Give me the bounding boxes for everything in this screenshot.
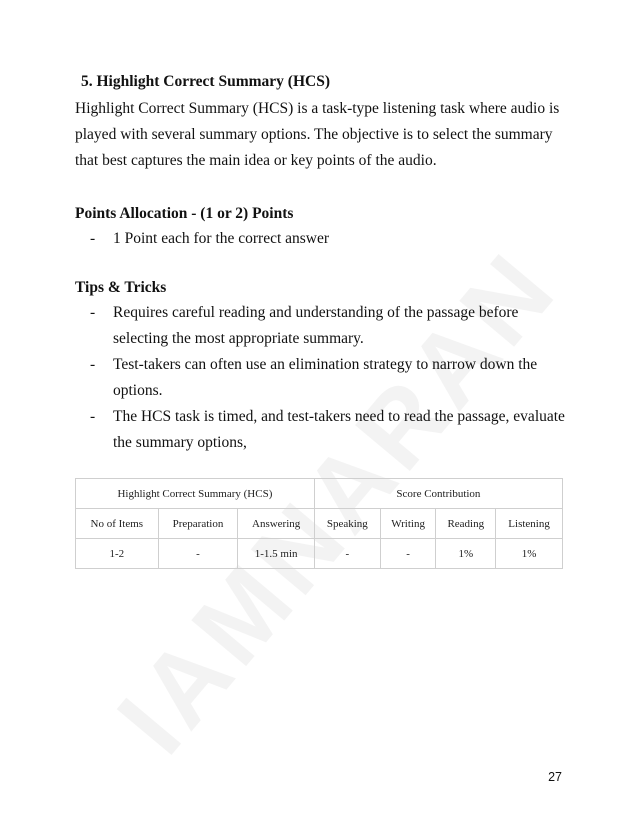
group-header-task: Highlight Correct Summary (HCS) [76, 479, 315, 509]
table-cell: - [314, 539, 380, 569]
table-row [76, 539, 563, 569]
column-header: Answering [238, 509, 314, 539]
tip-text: Requires careful reading and understanding of the passage before selecting the most appropriate summary. [113, 304, 519, 347]
tips-heading: Tips & Tricks [75, 279, 167, 296]
column-header: No of Items [76, 509, 159, 539]
column-header: Writing [380, 509, 436, 539]
table-cell: - [380, 539, 436, 569]
table-cell: 1% [436, 539, 496, 569]
table-cell: 1-2 [76, 539, 159, 569]
column-header: Preparation [158, 509, 238, 539]
points-list [75, 226, 565, 252]
hcs-table [75, 478, 563, 569]
bullet-mark: - [90, 304, 96, 321]
points-item-text: 1 Point each for the correct answer [113, 230, 330, 247]
group-header-score: Score Contribution [314, 479, 562, 509]
section-description: Highlight Correct Summary (HCS) is a task-type listening task where audio is played with several summary options. The objective is to select the summary that best captures the main idea or key points of the audio. [75, 100, 560, 169]
section-title: 5. Highlight Correct Summary (HCS) [81, 73, 330, 90]
tips-list [75, 300, 565, 456]
table-cell: - [158, 539, 238, 569]
table-cell: 1% [496, 539, 563, 569]
table-group-header-row [76, 479, 563, 509]
column-header: Speaking [314, 509, 380, 539]
tip-text: Test-takers can often use an elimination strategy to narrow down the options. [113, 356, 538, 399]
tip-item [75, 352, 565, 404]
column-header: Listening [496, 509, 563, 539]
table-header-row [76, 509, 563, 539]
bullet-mark: - [90, 408, 96, 425]
bullet-mark: - [90, 230, 96, 247]
page-number: 27 [548, 770, 562, 784]
points-item [75, 226, 565, 252]
tip-item [75, 300, 565, 352]
tip-item [75, 404, 565, 456]
page-content [75, 70, 565, 569]
tip-text: The HCS task is timed, and test-takers need to read the passage, evaluate the summary options, [113, 408, 565, 451]
points-heading: Points Allocation - (1 or 2) Points [75, 205, 294, 222]
column-header: Reading [436, 509, 496, 539]
table-cell: 1-1.5 min [238, 539, 314, 569]
bullet-mark: - [90, 356, 96, 373]
